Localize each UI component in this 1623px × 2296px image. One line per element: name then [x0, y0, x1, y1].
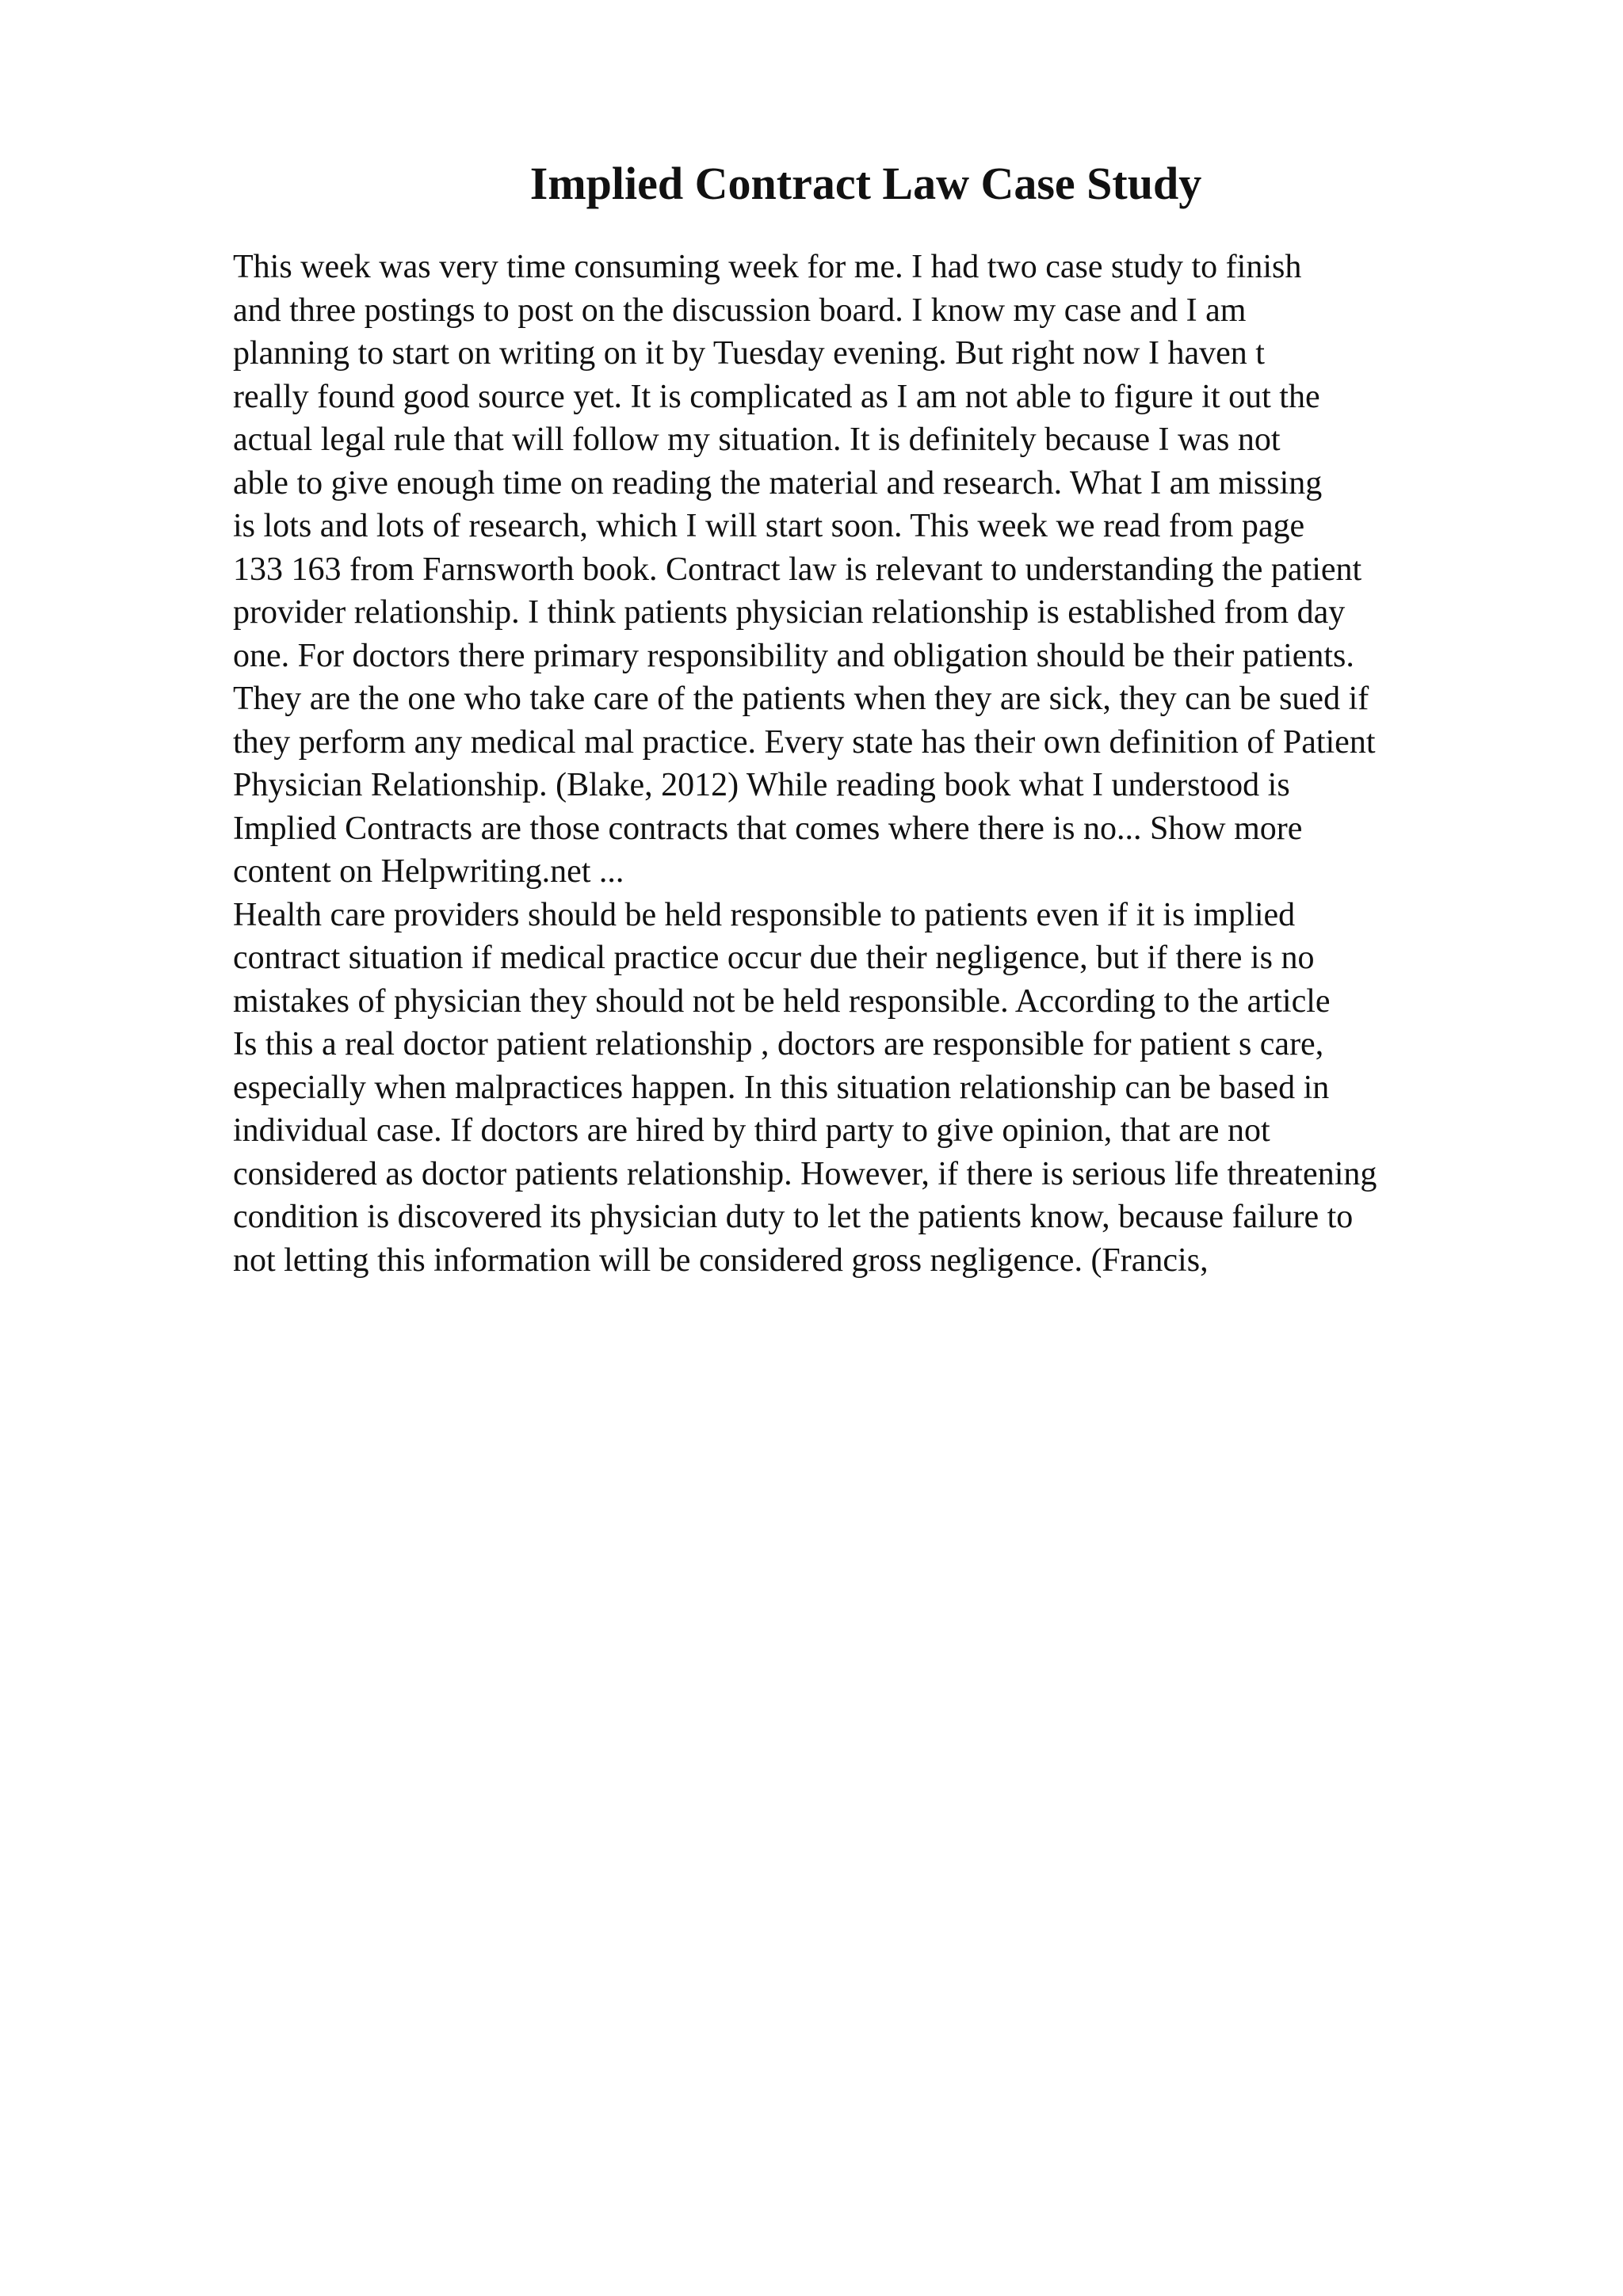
text-line: They are the one who take care of the patients when they are sick, they can be sued if	[233, 681, 1369, 717]
text-line: especially when malpractices happen. In this situation relationship can be based in	[233, 1069, 1330, 1106]
text-line: Implied Contracts are those contracts that comes where there is no... Show more	[233, 810, 1303, 847]
text-line: they perform any medical mal practice. Every state has their own definition of Patient	[233, 723, 1376, 761]
text-line: contract situation if medical practice occur due their negligence, but if there is no	[233, 940, 1315, 976]
text-line: condition is discovered its physician duty to let the patients know, because failure to	[233, 1199, 1354, 1235]
text-line: and three postings to post on the discussion board. I know my case and I am	[233, 292, 1247, 329]
text-line: considered as doctor patients relationship. However, if there is serious life threatening	[233, 1155, 1377, 1192]
text-line: is lots and lots of research, which I will start soon. This week we read from page	[233, 508, 1305, 544]
text-line: content on Helpwriting.net ...	[233, 853, 624, 890]
text-line: really found good source yet. It is complicated as I am not able to figure it out the	[233, 378, 1320, 415]
text-line: 133 163 from Farnsworth book. Contract law is relevant to understanding the patient	[233, 551, 1362, 588]
text-line: actual legal rule that will follow my situation. It is definitely because I was not	[233, 421, 1281, 458]
document-title: Implied Contract Law Case Study	[529, 158, 1202, 209]
text-line: Health care providers should be held responsible to patients even if it is implied	[233, 896, 1296, 933]
text-line: Is this a real doctor patient relationship , doctors are responsible for patient s care,	[233, 1026, 1324, 1062]
text-line: individual case. If doctors are hired by third party to give opinion, that are not	[233, 1112, 1270, 1149]
text-line: provider relationship. I think patients physician relationship is established from day	[233, 594, 1346, 631]
text-line: able to give enough time on reading the material and research. What I am missing	[233, 464, 1323, 502]
text-line: This week was very time consuming week for me. I had two case study to finish	[233, 249, 1302, 285]
text-line: not letting this information will be considered gross negligence. (Francis,	[233, 1241, 1209, 1279]
text-line: mistakes of physician they should not be held responsible. According to the article	[233, 982, 1331, 1020]
document-body	[233, 246, 1596, 1282]
text-line: Physician Relationship. (Blake, 2012) While reading book what I understood is	[233, 767, 1290, 803]
text-line: planning to start on writing on it by Tuesday evening. But right now I haven t	[233, 335, 1265, 372]
text-line: one. For doctors there primary responsibility and obligation should be their patients.	[233, 637, 1354, 674]
